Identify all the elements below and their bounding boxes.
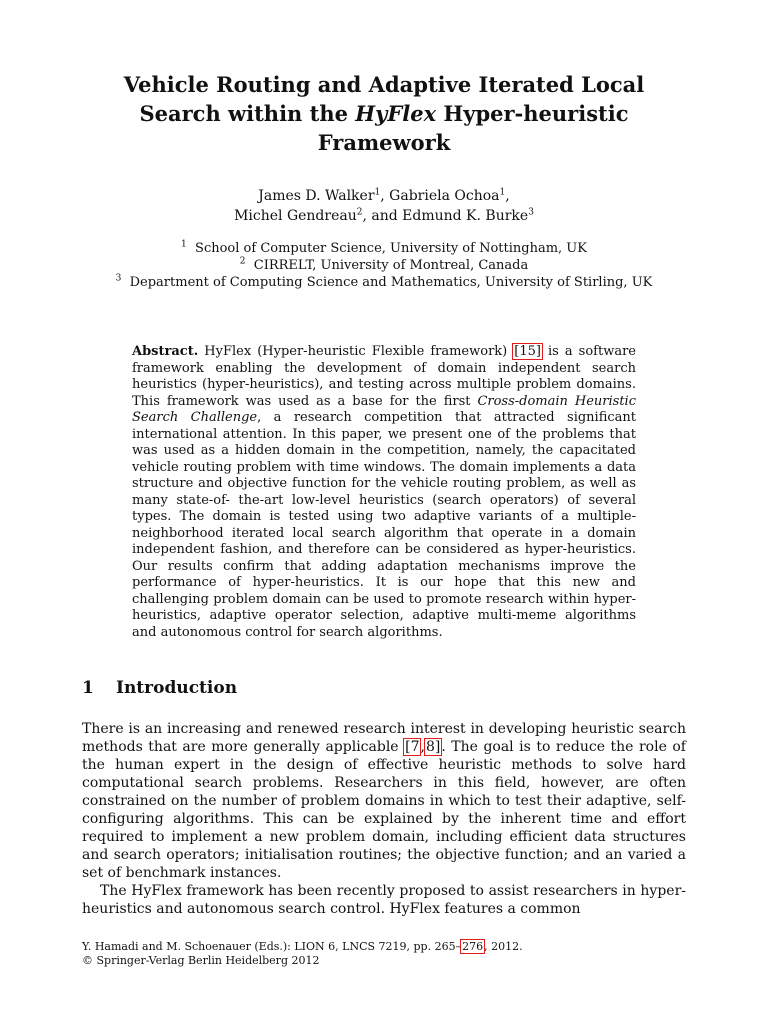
paper-title	[84, 70, 684, 157]
footer-text: Y. Hamadi and M. Schoenauer (Eds.): LION 6, LNCS 7219, pp. 265–	[82, 940, 462, 953]
title-line-3: Framework	[317, 130, 451, 155]
affiliation-text: School of Computer Science, University of Nottingham, UK	[195, 241, 587, 256]
paragraph: There is an increasing and renewed research interest in developing heuristic search methods that are more generally applicable [7,8]. The goal is to reduce the role of the human expert in the design of effective heuristic methods to solve hard computational search problems. Researchers in this field, however, are often constrained on the number of problem domains in which to test their adaptive, self-configuring algorithms. This can be explained by the inherent time and effort required to implement a new problem domain, including efficient data structures and search operators; initialisation routines; the objective function; and an varied a set of benchmark instances.	[82, 721, 686, 881]
author-name: Gabriela Ochoa	[389, 188, 500, 204]
affiliation	[84, 257, 684, 274]
affiliation-text: CIRRELT, University of Montreal, Canada	[253, 258, 529, 273]
paragraph: The HyFlex framework has been recently proposed to assist researchers in hyper-heuristics and autonomous search control. HyFlex features a common	[82, 883, 686, 917]
title-hyflex: HyFlex	[355, 101, 437, 126]
title-line-2	[84, 99, 684, 128]
abstract	[132, 344, 636, 641]
author-name: Michel Gendreau	[234, 208, 357, 224]
affiliation-list	[84, 240, 684, 291]
footer-note	[82, 940, 686, 968]
author-name: Edmund K. Burke	[402, 208, 529, 224]
author-mark: 3	[528, 207, 534, 218]
citation-link[interactable]: [7	[405, 739, 420, 755]
footer-line-1	[82, 940, 686, 954]
abstract-label: Abstract.	[132, 344, 199, 359]
author-name: James D. Walker	[258, 188, 375, 204]
affiliation	[84, 274, 684, 291]
title-line-1: Vehicle Routing and Adaptive Iterated Local	[123, 72, 645, 97]
author-mark: 1	[499, 187, 506, 198]
affiliation-mark: 1	[181, 239, 187, 250]
author-line-1: James D. Walker$^1$, Gabriela Ochoa$^1$,	[258, 187, 510, 204]
abstract-text: , a research competition that attracted significant international attention. In this paper, we present one of the problems that was used as a hidden domain in the competition, namely, the capacitated vehicle routing problem with time windows. The domain implements a data structure and objective function for the vehicle routing problem, as well as many state-of- the-art low-level heuristics (search operators) of several types. The domain is tested using two adaptive variants of a multiple-neighborhood iterated local search algorithm that operate in a domain independent fashion, and therefore can be considered as hyper-heuristics. Our results confirm that adding adaptation mechanisms improve the performance of hyper-heuristics. It is our hope that this new and challenging problem domain can be used to promote research within hyper-heuristics, adaptive operator selection, adaptive multi-meme algorithms and autonomous control for search algorithms.	[132, 410, 636, 640]
citation-link[interactable]: 8]	[425, 739, 441, 755]
abstract-text: HyFlex (Hyper-heuristic Flexible framework)	[204, 344, 514, 359]
abstract-text: is a software framework enabling the development of domain independent search heuristics (hyper-heuristics), and testing across multiple problem domains. This framework was used as a base for the first	[132, 344, 636, 409]
citation-link[interactable]: [15]	[514, 344, 541, 359]
author-mark: 1	[374, 187, 381, 198]
paragraph-text: . The goal is to reduce the role of the human expert in the design of effective heuristic methods to solve hard computational search problems. Researchers in this field, however, are often constrained on the number of problem domains in which to test their adaptive, self-configuring algorithms. This can be explained by the inherent time and effort required to implement a new problem domain, including efficient data structures and search operators; initialisation routines; the objective function; and an varied a set of benchmark instances.	[82, 739, 686, 881]
affiliation	[84, 240, 684, 257]
introduction-body	[82, 720, 686, 918]
title-line-2-post: Hyper-heuristic	[436, 101, 629, 126]
section-heading	[82, 678, 237, 698]
section-number: 1	[82, 678, 94, 698]
footer-text: , 2012.	[484, 940, 523, 953]
citation-link[interactable]: 276	[462, 940, 484, 953]
affiliation-mark: 2	[239, 256, 246, 267]
author-mark: 2	[356, 207, 363, 218]
author-list	[84, 186, 684, 226]
footer-line-2: © Springer-Verlag Berlin Heidelberg 2012	[82, 954, 320, 967]
title-line-2-pre: Search within the	[139, 101, 356, 126]
section-title: Introduction	[116, 678, 238, 698]
affiliation-text: Department of Computing Science and Mathematics, University of Stirling, UK	[129, 275, 653, 290]
author-line-2: Michel Gendreau$^2$, and Edmund K. Burke$^3$	[234, 207, 534, 224]
affiliation-mark: 3	[115, 273, 122, 284]
abstract-emphasis: Cross-domain Heuristic Search Challenge	[132, 393, 636, 425]
paragraph-text: There is an increasing and renewed research interest in developing heuristic search methods that are more generally applicable	[82, 721, 686, 755]
